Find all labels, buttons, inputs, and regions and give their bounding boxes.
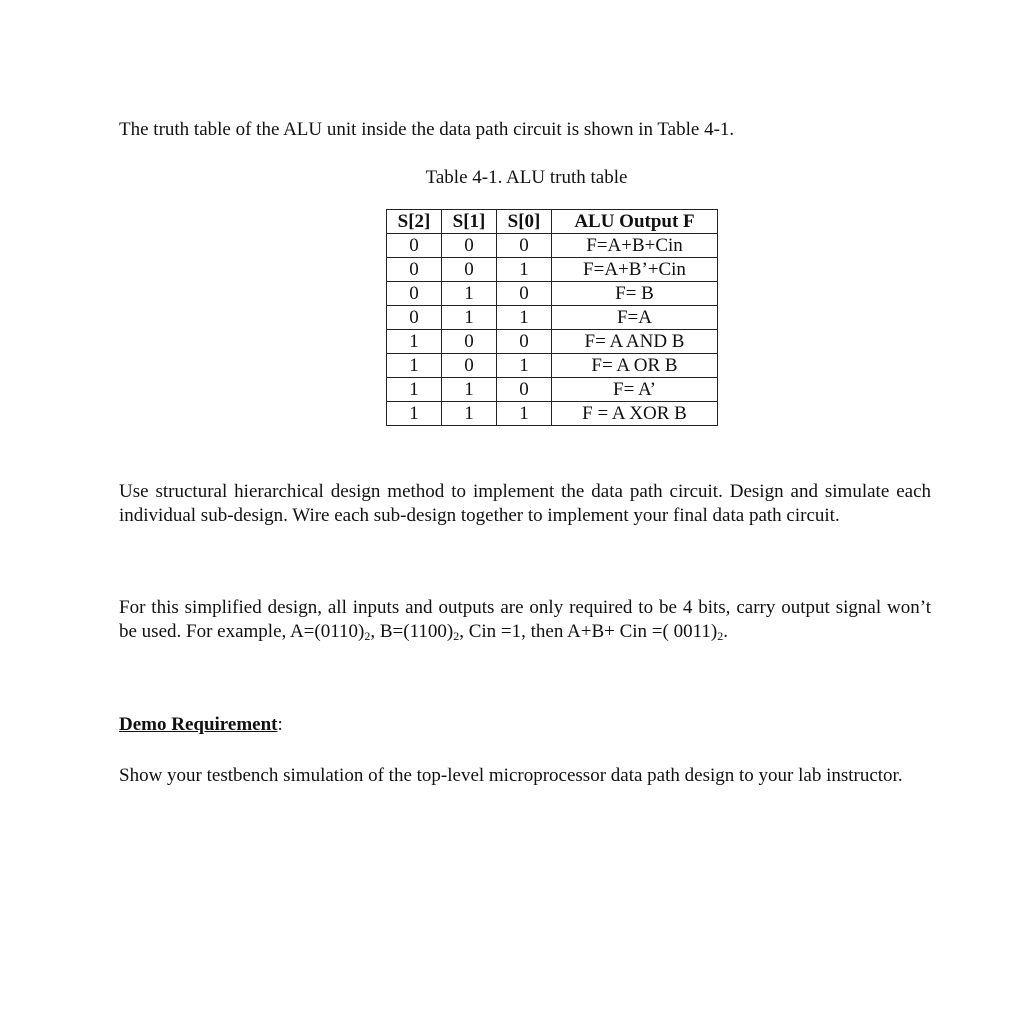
demo-paragraph: Show your testbench simulation of the top-level microprocessor data path design to your lab instructor. — [119, 765, 903, 786]
alu-truth-table — [386, 209, 718, 426]
cell-s0: 1 — [497, 306, 552, 330]
cell-output: F= A’ — [552, 378, 718, 402]
simplified-text-mid2: , Cin =1, then A+B+ Cin =( 0011) — [459, 621, 718, 642]
cell-output: F=A — [552, 306, 718, 330]
demo-heading-colon: : — [277, 714, 283, 735]
table-row — [387, 402, 718, 426]
cell-s2: 0 — [387, 258, 442, 282]
cell-output: F= B — [552, 282, 718, 306]
cell-s0: 0 — [497, 282, 552, 306]
cell-s1: 0 — [442, 330, 497, 354]
header-alu-output: ALU Output F — [552, 210, 718, 234]
simplified-design-paragraph — [119, 596, 931, 644]
cell-s2: 0 — [387, 282, 442, 306]
subscript-base-result: 2 — [717, 629, 724, 643]
method-paragraph: Use structural hierarchical design method to implement the data path circuit. Design and simulate each individual sub-design. Wire each sub-design together to implement your final data path circuit. — [119, 481, 931, 526]
table-row — [387, 378, 718, 402]
cell-output: F= A AND B — [552, 330, 718, 354]
cell-output: F= A OR B — [552, 354, 718, 378]
table-header-row — [387, 210, 718, 234]
cell-s1: 1 — [442, 306, 497, 330]
cell-s2: 0 — [387, 306, 442, 330]
table-row — [387, 354, 718, 378]
cell-s1: 1 — [442, 378, 497, 402]
subscript-base-b: 2 — [453, 629, 460, 643]
cell-s1: 0 — [442, 258, 497, 282]
cell-s0: 1 — [497, 258, 552, 282]
cell-output: F = A XOR B — [552, 402, 718, 426]
cell-s0: 0 — [497, 378, 552, 402]
table-row — [387, 258, 718, 282]
header-s1: S[1] — [442, 210, 497, 234]
cell-s2: 1 — [387, 354, 442, 378]
cell-s2: 0 — [387, 234, 442, 258]
cell-s2: 1 — [387, 378, 442, 402]
simplified-text-mid1: , B=(1100) — [370, 621, 454, 642]
cell-s0: 1 — [497, 402, 552, 426]
header-s2: S[2] — [387, 210, 442, 234]
demo-requirement-heading — [119, 713, 283, 737]
cell-s0: 0 — [497, 330, 552, 354]
header-s0: S[0] — [497, 210, 552, 234]
cell-s0: 1 — [497, 354, 552, 378]
table-caption: Table 4-1. ALU truth table — [425, 167, 628, 188]
intro-paragraph: The truth table of the ALU unit inside the data path circuit is shown in Table 4-1. — [119, 119, 735, 140]
cell-s0: 0 — [497, 234, 552, 258]
cell-s2: 1 — [387, 330, 442, 354]
table-row — [387, 330, 718, 354]
cell-s1: 0 — [442, 354, 497, 378]
demo-heading-text: Demo Requirement — [119, 714, 278, 735]
cell-s1: 1 — [442, 282, 497, 306]
subscript-base-a: 2 — [364, 629, 371, 643]
cell-s2: 1 — [387, 402, 442, 426]
cell-s1: 1 — [442, 402, 497, 426]
cell-output: F=A+B+Cin — [552, 234, 718, 258]
table-row — [387, 282, 718, 306]
simplified-text-end: . — [723, 621, 728, 642]
cell-output: F=A+B’+Cin — [552, 258, 718, 282]
cell-s1: 0 — [442, 234, 497, 258]
simplified-text-before: For this simplified design, all inputs and outputs are only required to be 4 bits, carry output signal won’t be used. For example, A=(0110) — [119, 597, 931, 642]
table-row — [387, 234, 718, 258]
table-row — [387, 306, 718, 330]
